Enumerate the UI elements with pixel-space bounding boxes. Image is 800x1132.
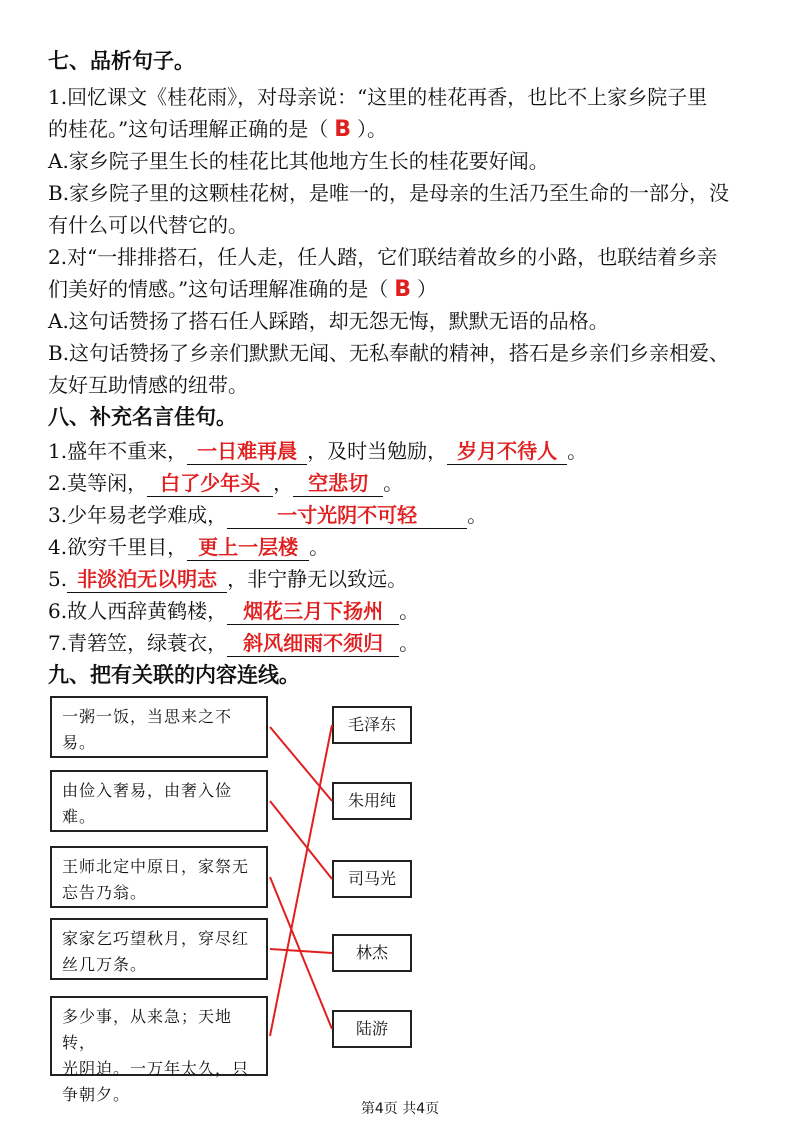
left-box-5-line2: 光阴迫。一万年太久，只 bbox=[62, 1059, 250, 1078]
quote-1-answer-1: 一日难再晨 bbox=[197, 439, 298, 463]
author-box-4: 林杰 bbox=[332, 934, 412, 972]
quote-4-answer: 更上一层楼 bbox=[198, 535, 299, 559]
left-box-3-line1: 王师北定中原日，家祭无 bbox=[62, 857, 250, 876]
left-box-5-line3: 争朝夕。 bbox=[62, 1085, 131, 1104]
left-box-3-line2: 忘告乃翁。 bbox=[62, 883, 148, 902]
left-box-4-line1: 家家乞巧望秋月，穿尽红 bbox=[62, 929, 250, 948]
q2-option-b-line1: B.这句话赞扬了乡亲们默默无闻、无私奉献的精神，搭石是乡亲们乡亲相爱、 bbox=[48, 341, 730, 365]
q2-answer: B bbox=[394, 277, 412, 302]
q2-stem: 们美好的情感。”这句话理解准确的是（ bbox=[48, 277, 389, 301]
quote-2-answer-2: 空悲切 bbox=[308, 471, 369, 495]
q2-line1: 2.对“一排排搭石，任人走，任人踏，它们联结着故乡的小路，也联结着乡亲 bbox=[48, 245, 718, 269]
author-box-2: 朱用纯 bbox=[332, 782, 412, 820]
author-box-5: 陆游 bbox=[332, 1010, 412, 1048]
quote-5-prefix: 5. bbox=[48, 567, 68, 591]
quote-4-suffix: 。 bbox=[309, 535, 330, 559]
author-box-1: 毛泽东 bbox=[332, 706, 412, 744]
match-line-1 bbox=[270, 727, 332, 801]
quote-3-answer: 一寸光阴不可轻 bbox=[277, 503, 418, 527]
page-footer: 第4页 共4页 bbox=[360, 1101, 440, 1117]
q1-stem-end: ）。 bbox=[357, 117, 388, 141]
section9-title: 九、把有关联的内容连线。 bbox=[48, 663, 300, 687]
match-line-2 bbox=[270, 801, 332, 879]
quote-5-suffix: ，非宁静无以致远。 bbox=[227, 567, 408, 591]
q2-option-b-line2: 友好互助情感的纽带。 bbox=[48, 373, 248, 397]
q1-option-a: A.家乡院子里生长的桂花比其他地方生长的桂花要好闻。 bbox=[48, 149, 549, 173]
quote-1-suffix: 。 bbox=[567, 439, 588, 463]
quote-7-answer: 斜风细雨不须归 bbox=[243, 631, 384, 655]
left-box-4-line2: 丝几万条。 bbox=[62, 955, 148, 974]
section7-title: 七、品析句子。 bbox=[48, 49, 195, 73]
quote-3-suffix: 。 bbox=[467, 503, 488, 527]
left-box-2-line2: 难。 bbox=[62, 807, 97, 826]
quote-2-suffix: 。 bbox=[383, 471, 404, 495]
q2-option-a: A.这句话赞扬了搭石任人踩踏，却无怨无悔，默默无语的品格。 bbox=[48, 309, 609, 333]
match-line-5 bbox=[270, 725, 332, 1036]
left-box-1-line2: 易。 bbox=[62, 733, 97, 752]
quote-1-prefix: 1.盛年不重来， bbox=[48, 439, 188, 463]
quote-7-prefix: 7.青箬笠，绿蓑衣， bbox=[48, 631, 228, 655]
quote-1-answer-2: 岁月不待人 bbox=[457, 439, 558, 463]
quote-2-answer-1: 白了少年头 bbox=[160, 471, 261, 495]
quote-7-suffix: 。 bbox=[399, 631, 420, 655]
author-box-3: 司马光 bbox=[332, 860, 412, 898]
quote-2-middle: ， bbox=[273, 471, 294, 495]
q1-option-b-line2: 有什么可以代替它的。 bbox=[48, 213, 248, 237]
left-box-5-line1: 多少事，从来急；天地转， bbox=[62, 1007, 233, 1052]
quote-5-answer: 非淡泊无以明志 bbox=[77, 567, 218, 591]
q1-option-b-line1: B.家乡院子里的这颗桂花树，是唯一的，是母亲的生活乃至生命的一部分，没 bbox=[48, 181, 730, 205]
quote-6-answer: 烟花三月下扬州 bbox=[243, 599, 384, 623]
left-box-1-line1: 一粥一饭，当思来之不 bbox=[62, 707, 233, 726]
quote-6-suffix: 。 bbox=[399, 599, 420, 623]
q1-line1: 1.回忆课文《桂花雨》，对母亲说：“这里的桂花再香，也比不上家乡院子里 bbox=[48, 85, 708, 109]
quote-6-prefix: 6.故人西辞黄鹤楼， bbox=[48, 599, 228, 623]
quote-4-prefix: 4.欲穷千里目， bbox=[48, 535, 188, 559]
left-box-2-line1: 由俭入奢易，由奢入俭 bbox=[62, 781, 233, 800]
q1-answer: B bbox=[334, 117, 352, 142]
section8-title: 八、补充名言佳句。 bbox=[48, 405, 237, 429]
quote-3-prefix: 3.少年易老学难成， bbox=[48, 503, 228, 527]
quote-2-prefix: 2.莫等闲， bbox=[48, 471, 148, 495]
quote-1-middle: ，及时当勉励， bbox=[307, 439, 448, 463]
q1-stem: 的桂花。”这句话理解正确的是（ bbox=[48, 117, 329, 141]
q2-stem-end: ） bbox=[417, 277, 438, 301]
